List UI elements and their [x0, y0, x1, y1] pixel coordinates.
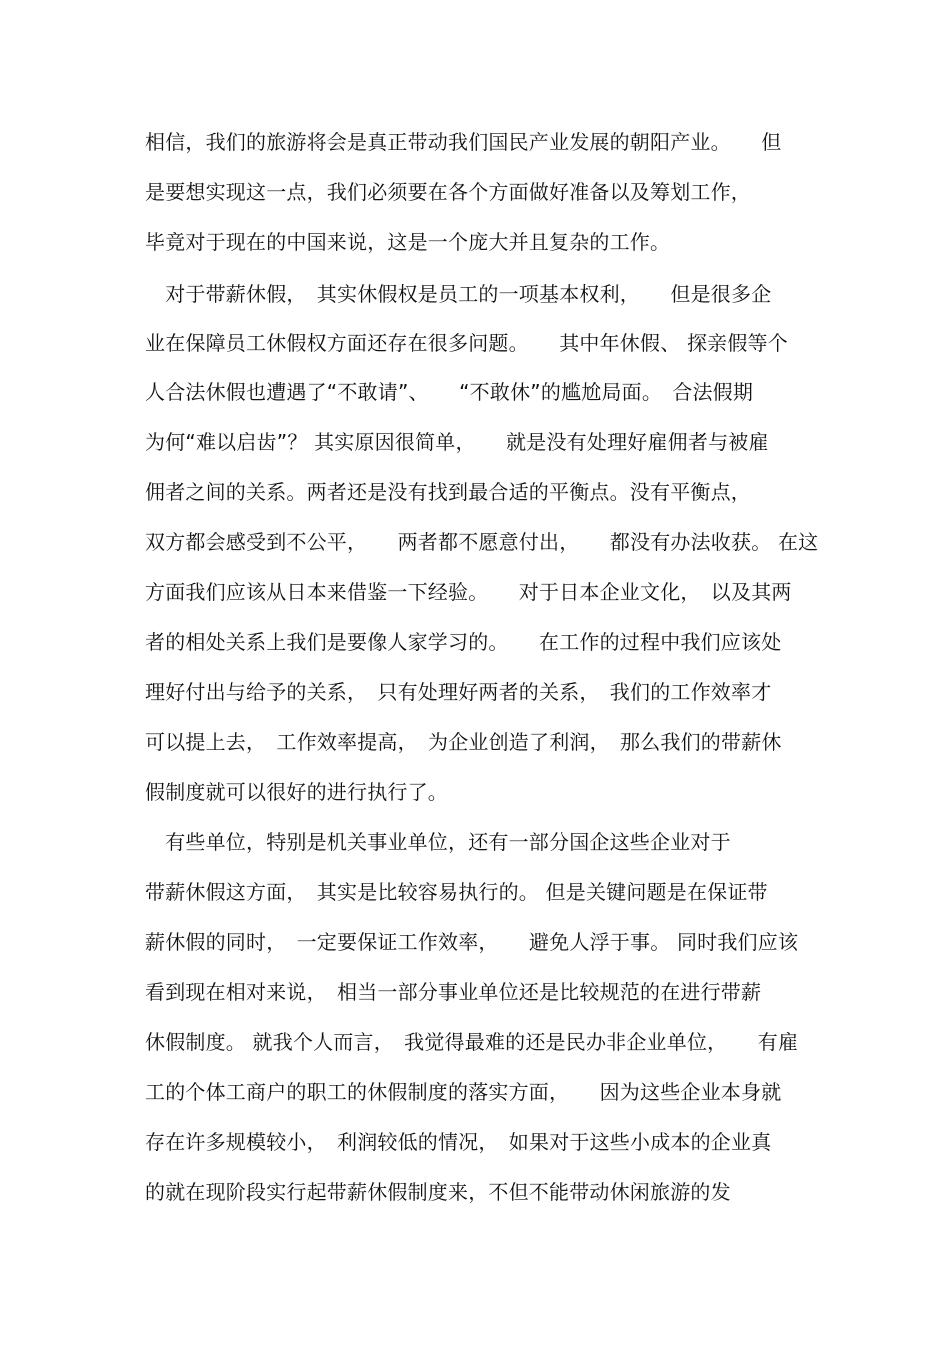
text-line: 业在保障员工休假权方面还存在很多问题。 其中年休假、 探亲假等个 [145, 331, 788, 355]
text-line: 休假制度。 就我个人而言， 我觉得最难的还是民办非企业单位， 有雇 [145, 1030, 799, 1054]
text-line: 存在许多规模较小， 利润较低的情况， 如果对于这些小成本的企业真 [145, 1130, 772, 1154]
text-line: 毕竟对于现在的中国来说，这是一个庞大并且复杂的工作。 [145, 230, 671, 254]
text-line: 为何“难以启齿”？ 其实原因很简单， 就是没有处理好雇佣者与被雇 [145, 430, 769, 454]
text-line: 是要想实现这一点，我们必须要在各个方面做好准备以及筹划工作， [145, 180, 751, 204]
text-line: 的就在现阶段实行起带薪休假制度来，不但不能带动休闲旅游的发 [145, 1180, 731, 1204]
text-line: 薪休假的同时， 一定要保证工作效率， 避免人浮于事。 同时我们应该 [145, 930, 799, 954]
text-line: 相信，我们的旅游将会是真正带动我们国民产业发展的朝阳产业。 但 [145, 130, 782, 154]
text-line: 理好付出与给予的关系， 只有处理好两者的关系， 我们的工作效率才 [145, 680, 772, 704]
text-line: 者的相处关系上我们是要像人家学习的。 在工作的过程中我们应该处 [145, 630, 782, 654]
text-line: 假制度就可以很好的进行执行了。 [145, 780, 448, 804]
text-line: 有些单位，特别是机关事业单位，还有一部分国企这些企业对于 [145, 830, 731, 854]
text-line: 双方都会感受到不公平， 两者都不愿意付出， 都没有办法收获。 在这 [145, 530, 819, 554]
text-line: 方面我们应该从日本来借鉴一下经验。 对于日本企业文化， 以及其两 [145, 580, 792, 604]
text-line: 人合法休假也遭遇了“不敢请”、 “不敢休”的尴尬局面。 合法假期 [145, 380, 754, 404]
text-line: 对于带薪休假， 其实休假权是员工的一项基本权利， 但是很多企 [145, 282, 772, 306]
text-line: 可以提上去， 工作效率提高， 为企业创造了利润， 那么我们的带薪休 [145, 730, 782, 754]
text-line: 看到现在相对来说， 相当一部分事业单位还是比较规范的在进行带薪 [145, 980, 762, 1004]
text-line: 工的个体工商户的职工的休假制度的落实方面， 因为这些企业本身就 [145, 1080, 782, 1104]
text-line: 佣者之间的关系。两者还是没有找到最合适的平衡点。没有平衡点， [145, 480, 751, 504]
text-line: 带薪休假这方面， 其实是比较容易执行的。 但是关键问题是在保证带 [145, 880, 768, 904]
